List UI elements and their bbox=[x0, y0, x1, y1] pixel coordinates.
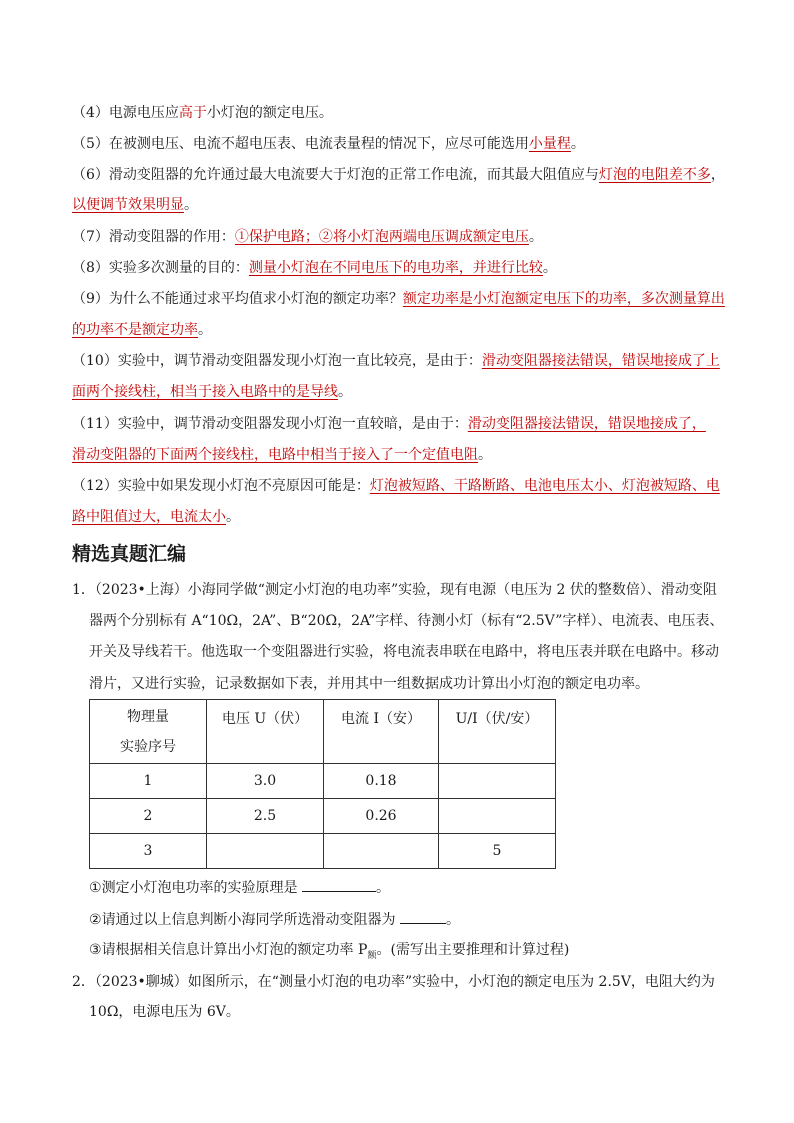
point-text-end: 。 bbox=[226, 509, 240, 525]
point-text: （8）实验多次测量的目的： bbox=[72, 260, 249, 276]
point-answer: 滑动变阻器的下面两个接线柱，电路中相当于接入了一个定值电阻 bbox=[72, 447, 478, 463]
point-9 bbox=[72, 289, 725, 309]
table-cell bbox=[439, 799, 556, 834]
subscript: 额 bbox=[367, 950, 377, 961]
point-answer: 小量程 bbox=[528, 136, 571, 152]
q1-line-3: 开关及导线若干。他选取一个变阻器进行实验，将电流表串联在电路中，将电压表并联在电路中。移动 bbox=[89, 644, 719, 660]
table-cell: 1 bbox=[90, 764, 207, 799]
sub-number: ① bbox=[89, 880, 102, 896]
point-answer: 路中阻值过大，电流太小 bbox=[72, 509, 226, 525]
sub-end: 。 bbox=[376, 880, 391, 896]
point-6 bbox=[72, 165, 725, 185]
sub-number: ③ bbox=[89, 942, 102, 958]
point-text: （12）实验中如果发现小灯泡不亮原因可能是： bbox=[72, 478, 370, 494]
table-cell bbox=[207, 834, 324, 869]
point-4 bbox=[72, 103, 333, 123]
point-text-end: 。 bbox=[542, 260, 557, 276]
section-title: 精选真题汇编 bbox=[72, 543, 187, 565]
table-cell bbox=[324, 834, 439, 869]
table-cell: 3 bbox=[90, 834, 207, 869]
point-text: （10）实验中，调节滑动变阻器发现小灯泡一直比较亮，是由于： bbox=[72, 353, 482, 369]
table-row bbox=[90, 834, 556, 869]
point-11 bbox=[72, 414, 706, 434]
point-answer: 的功率不是额定功率 bbox=[72, 322, 198, 338]
table-cell: 0.26 bbox=[324, 799, 439, 834]
sub-end: 。(需写出主要推理和计算过程) bbox=[376, 942, 570, 958]
table-cell: 2.5 bbox=[207, 799, 324, 834]
point-text-end: 。 bbox=[198, 322, 212, 338]
q1-sub-1 bbox=[89, 877, 390, 898]
sub-text: 请通过以上信息判断小海同学所选滑动变阻器为 bbox=[101, 912, 396, 928]
q1-line-1: 1．（2023•上海）小海同学做“测定小灯泡的电功率”实验，现有电源（电压为 2 伏的整数倍）、滑动变阻 bbox=[72, 582, 717, 598]
point-answer: 滑动变阻器接法错误，错误地接成了上 bbox=[481, 353, 720, 369]
table-corner-cell bbox=[90, 700, 207, 764]
point-text-end: 。 bbox=[338, 384, 352, 400]
q1-sub-3 bbox=[89, 940, 569, 966]
q2-line-2: 10Ω，电源电压为 6V。 bbox=[89, 1004, 240, 1020]
point-10-cont bbox=[72, 382, 352, 402]
sub-text: 请根据相关信息计算出小灯泡的额定功率 P bbox=[101, 942, 368, 958]
table-header-row bbox=[90, 700, 556, 764]
point-11-cont bbox=[72, 445, 492, 465]
q1-line-2: 器两个分别标有 A“10Ω，2A”、B“20Ω，2A”字样、待测小灯（标有“2.5V”字样）、电流表、电压表、 bbox=[89, 613, 724, 629]
table-cell: 0.18 bbox=[324, 764, 439, 799]
point-12 bbox=[72, 476, 720, 496]
table-cell: 2 bbox=[90, 799, 207, 834]
point-answer: 滑动变阻器接法错误，错误地接成了， bbox=[467, 416, 706, 432]
point-answer: 面两个接线柱，相当于接入电路中的是导线 bbox=[72, 384, 338, 400]
point-answer: 以便调节效果明显 bbox=[72, 197, 184, 213]
table-row bbox=[90, 799, 556, 834]
point-text: （11）实验中，调节滑动变阻器发现小灯泡一直较暗，是由于： bbox=[72, 416, 468, 432]
point-answer: ①保护电路；②将小灯泡两端电压调成额定电压 bbox=[234, 229, 529, 245]
column-header-voltage: 电压 U（伏） bbox=[207, 700, 324, 764]
point-answer: 测量小灯泡在不同电压下的电功率，并进行比较 bbox=[248, 260, 543, 276]
point-12-cont bbox=[72, 507, 240, 527]
point-answer: 灯泡的电阻差不多 bbox=[598, 167, 711, 183]
q1-sub-2 bbox=[89, 909, 460, 930]
header-bottom-label: 实验序号 bbox=[120, 738, 176, 755]
header-top-label: 物理量 bbox=[127, 708, 169, 725]
point-8 bbox=[72, 258, 557, 278]
column-header-ratio: U/I（伏/安） bbox=[439, 700, 556, 764]
point-answer: 灯泡被短路、干路断路、电池电压太小、灯泡被短路、电 bbox=[369, 478, 720, 494]
point-answer: 额定功率是小灯泡额定电压下的功率，多次测量算出 bbox=[402, 291, 725, 307]
point-text: （5）在被测电压、电流不超电压表、电流表量程的情况下，应尽可能选用 bbox=[72, 136, 529, 152]
q1-line-4: 滑片，又进行实验，记录数据如下表，并用其中一组数据成功计算出小灯泡的额定电功率。 bbox=[89, 676, 649, 692]
sub-number: ② bbox=[89, 912, 102, 928]
table-cell: 3.0 bbox=[207, 764, 324, 799]
point-text-end: 。 bbox=[184, 197, 198, 213]
point-answer: 高于 bbox=[178, 105, 207, 121]
point-text: （4）电源电压应 bbox=[72, 105, 179, 121]
column-header-current: 电流 I（安） bbox=[324, 700, 439, 764]
point-7 bbox=[72, 227, 543, 247]
point-text-end: 。 bbox=[478, 447, 492, 463]
data-table bbox=[89, 699, 556, 869]
sub-end: 。 bbox=[446, 912, 461, 928]
answer-blank[interactable] bbox=[400, 909, 446, 924]
point-text-end: 。 bbox=[528, 229, 543, 245]
point-9-cont bbox=[72, 320, 212, 340]
point-6-cont bbox=[72, 195, 198, 215]
point-5 bbox=[72, 134, 585, 154]
point-text-end: 。 bbox=[570, 136, 585, 152]
point-text-end: ， bbox=[710, 167, 725, 183]
answer-blank[interactable] bbox=[302, 877, 376, 892]
point-text: （6）滑动变阻器的允许通过最大电流要大于灯泡的正常工作电流，而其最大阻值应与 bbox=[72, 167, 599, 183]
point-text-end: 小灯泡的额定电压。 bbox=[206, 105, 333, 121]
table-cell bbox=[439, 764, 556, 799]
q2-line-1: 2．（2023•聊城）如图所示，在“测量小灯泡的电功率”实验中，小灯泡的额定电压为 2.5V，电阻大约为 bbox=[72, 974, 715, 990]
sub-text: 测定小灯泡电功率的实验原理是 bbox=[101, 880, 298, 896]
point-text: （9）为什么不能通过求平均值求小灯泡的额定功率？ bbox=[72, 291, 403, 307]
table-row bbox=[90, 764, 556, 799]
table-cell: 5 bbox=[439, 834, 556, 869]
point-text: （7）滑动变阻器的作用： bbox=[72, 229, 235, 245]
point-10 bbox=[72, 351, 720, 371]
